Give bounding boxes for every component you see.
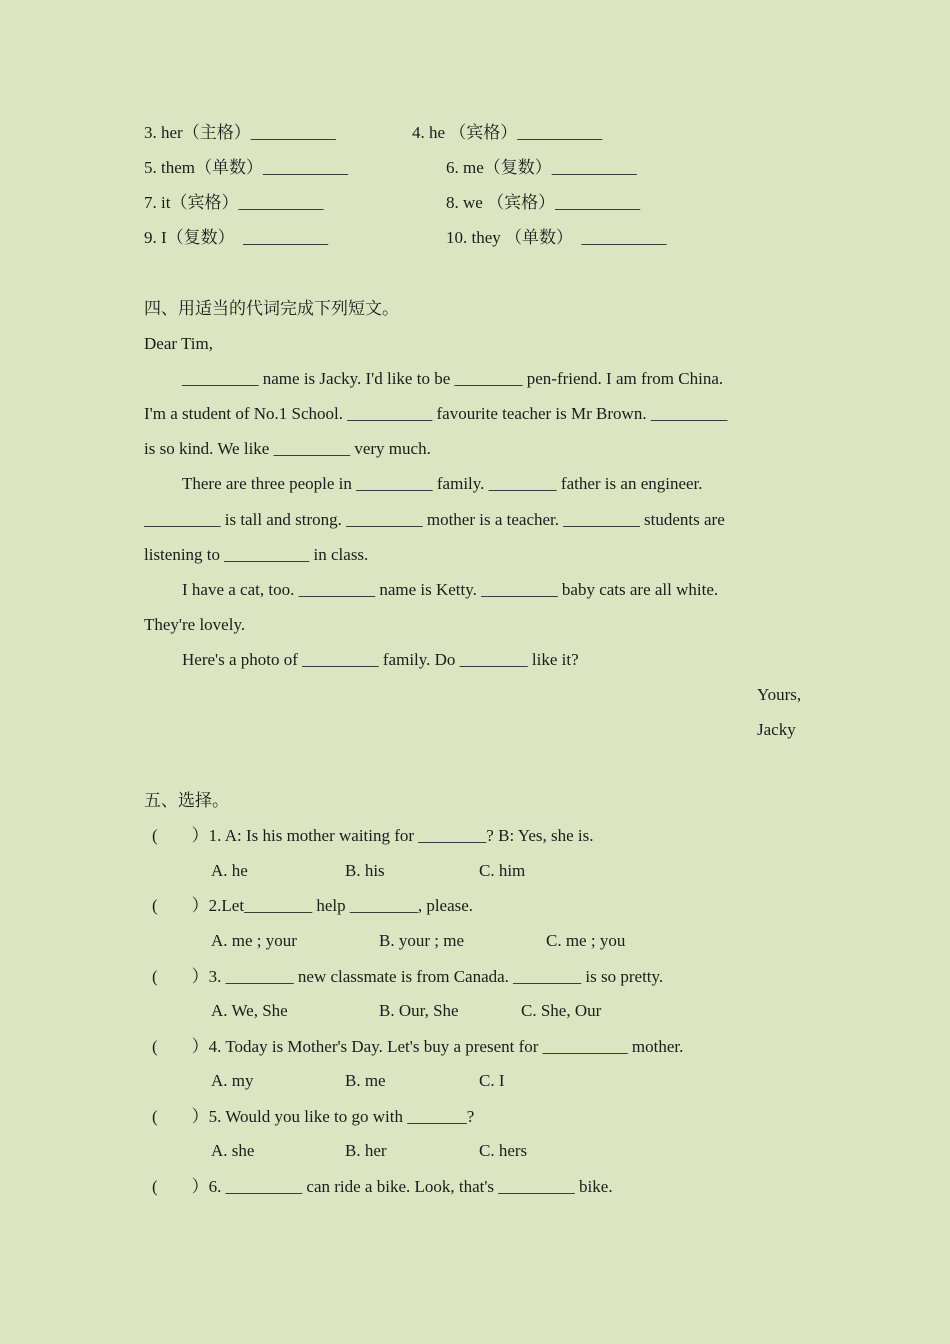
- letter-line: _________ name is Jacky. I'd like to be ________ pen-friend. I am from China.: [182, 369, 724, 388]
- exercise-item-3: 3. her（主格）__________: [144, 123, 336, 142]
- letter-line: is so kind. We like _________ very much.: [144, 439, 431, 458]
- option-c: C. I: [479, 1071, 505, 1090]
- exercise-item-10: 10. they （单数） __________: [446, 228, 667, 247]
- question-6: ( ）6. _________ can ride a bike. Look, that's _________ bike.: [152, 1177, 613, 1196]
- question-3: ( ）3. ________ new classmate is from Canada. ________ is so pretty.: [152, 967, 664, 986]
- option-a: A. he: [211, 861, 248, 880]
- letter-line: I'm a student of No.1 School. __________ favourite teacher is Mr Brown. _________: [144, 404, 728, 423]
- option-c: C. hers: [479, 1141, 528, 1160]
- option-c: C. me ; you: [546, 931, 626, 950]
- letter-line: There are three people in _________ family. ________ father is an engineer.: [182, 474, 703, 493]
- exercise-item-9: 9. I（复数） __________: [144, 228, 329, 247]
- option-b: B. me: [345, 1071, 386, 1090]
- letter-line: Here's a photo of _________ family. Do ________ like it?: [182, 650, 579, 669]
- letter-line: _________ is tall and strong. _________ mother is a teacher. _________ students are: [144, 510, 725, 529]
- exercise-item-6: 6. me（复数）__________: [446, 158, 637, 177]
- letter-signature: Jacky: [757, 720, 796, 739]
- question-1: ( ）1. A: Is his mother waiting for ________? B: Yes, she is.: [152, 826, 594, 845]
- letter-line: I have a cat, too. _________ name is Ketty. _________ baby cats are all white.: [182, 580, 719, 599]
- exercise-item-8: 8. we （宾格）__________: [446, 193, 641, 212]
- exercise-item-7: 7. it（宾格）__________: [144, 193, 324, 212]
- exercise-item-4: 4. he （宾格）__________: [412, 123, 603, 142]
- option-a: A. me ; your: [211, 931, 297, 950]
- question-5: ( ）5. Would you like to go with _______?: [152, 1107, 475, 1126]
- option-a: A. she: [211, 1141, 255, 1160]
- letter-line: They're lovely.: [144, 615, 246, 634]
- section-5-heading: 五、选择。: [144, 791, 229, 810]
- option-a: A. We, She: [211, 1001, 288, 1020]
- question-2: ( ）2.Let________ help ________, please.: [152, 896, 474, 915]
- option-c: C. She, Our: [521, 1001, 602, 1020]
- exercise-item-5: 5. them（单数）__________: [144, 158, 348, 177]
- option-b: B. his: [345, 861, 385, 880]
- option-a: A. my: [211, 1071, 254, 1090]
- section-4-heading: 四、用适当的代词完成下列短文。: [144, 299, 399, 318]
- question-4: ( ）4. Today is Mother's Day. Let's buy a present for __________ mother.: [152, 1037, 684, 1056]
- letter-line: listening to __________ in class.: [144, 545, 369, 564]
- letter-greeting: Dear Tim,: [144, 334, 213, 353]
- letter-closing: Yours,: [757, 685, 802, 704]
- option-b: B. her: [345, 1141, 387, 1160]
- option-b: B. Our, She: [379, 1001, 459, 1020]
- option-c: C. him: [479, 861, 526, 880]
- option-b: B. your ; me: [379, 931, 464, 950]
